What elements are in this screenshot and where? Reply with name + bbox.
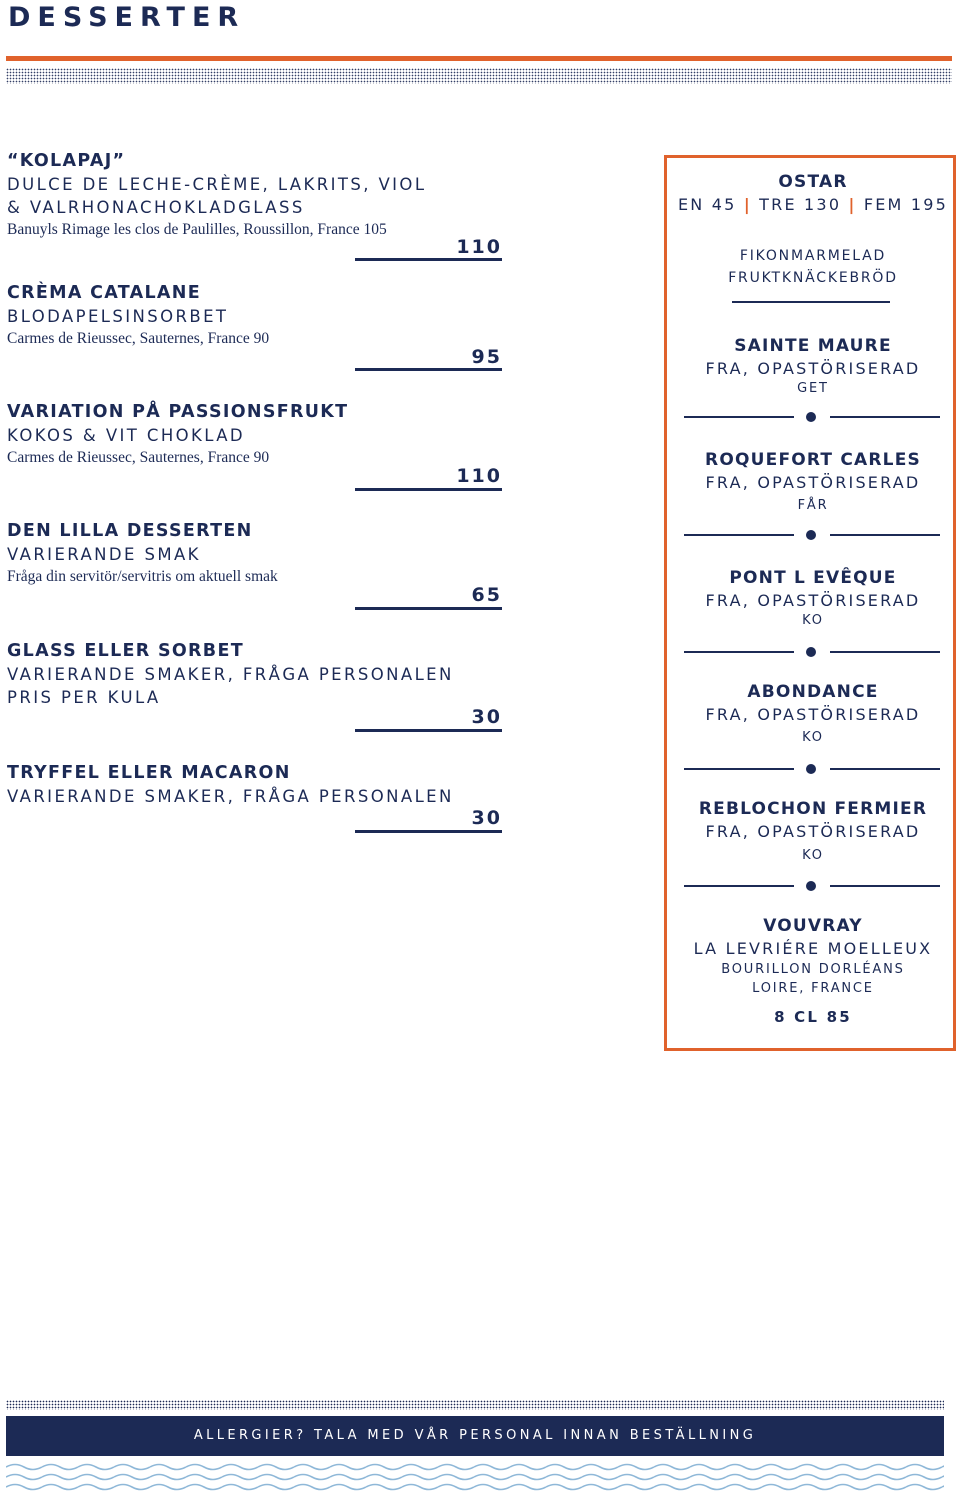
divider-line-right <box>830 416 940 418</box>
divider-line-left <box>684 534 794 536</box>
cheese-side-2: FRUKTKNÄCKEBRÖD <box>728 270 898 286</box>
dessert-note: Fråga din servitör/servitris om aktuell smak <box>7 568 278 585</box>
dessert-price: 110 <box>456 465 502 487</box>
divider-line-right <box>830 651 940 653</box>
price-underline <box>355 729 502 732</box>
dessert-description: BLODAPELSINSORBET <box>7 307 229 326</box>
divider-line-left <box>684 651 794 653</box>
divider-line-right <box>830 768 940 770</box>
price-underline <box>355 488 502 491</box>
pricing-five: FEM 195 <box>863 195 948 214</box>
dessert-item-den-lilla-desserten <box>7 520 502 612</box>
dessert-price: 30 <box>471 706 502 728</box>
divider-line-right <box>830 885 940 887</box>
cheese-milk: KO <box>802 613 824 628</box>
cheese-milk: FÅR <box>797 498 829 513</box>
page-title: DESSERTER <box>8 2 246 33</box>
pricing-three: TRE 130 <box>759 195 842 214</box>
dessert-wine-pairing: Banuyls Rimage les clos de Paulilles, Roussillon, France 105 <box>7 221 387 238</box>
cheese-origin: FRA, OPASTÖRISERAD <box>705 822 921 841</box>
price-underline <box>355 368 502 371</box>
divider-dot <box>806 647 816 657</box>
wine-price: 8 CL 85 <box>774 1008 852 1026</box>
divider-dot <box>806 764 816 774</box>
cheese-milk: KO <box>802 848 824 863</box>
wine-region: LOIRE, FRANCE <box>752 981 874 996</box>
dessert-description: VARIERANDE SMAKER, FRÅGA PERSONALEN <box>7 665 454 684</box>
cheese-milk: KO <box>802 730 824 745</box>
dessert-description: KOKOS & VIT CHOKLAD <box>7 426 246 445</box>
separator: | <box>743 195 752 214</box>
separator: | <box>848 195 857 214</box>
cheese-name: ROQUEFORT CARLES <box>705 450 921 470</box>
allergy-banner <box>6 1416 944 1456</box>
price-underline <box>355 258 502 261</box>
cheese-name: REBLOCHON FERMIER <box>698 799 928 819</box>
divider-dot <box>806 530 816 540</box>
dessert-item-kolapaj <box>7 150 502 262</box>
cheese-origin: FRA, OPASTÖRISERAD <box>705 591 921 610</box>
dessert-item-passionsfrukt <box>7 401 502 493</box>
header-orange-rule <box>6 56 952 61</box>
pricing-one: EN 45 <box>678 195 737 214</box>
divider-line <box>732 301 890 303</box>
dessert-description: VARIERANDE SMAKER, FRÅGA PERSONALEN <box>7 787 454 806</box>
cheese-origin: FRA, OPASTÖRISERAD <box>705 359 921 378</box>
wave-decoration <box>6 1462 944 1492</box>
dessert-name: DEN LILLA DESSERTEN <box>7 521 253 541</box>
dessert-description: VARIERANDE SMAK <box>7 545 201 564</box>
dessert-description: DULCE DE LECHE-CRÈME, LAKRITS, VIOL <box>7 175 427 194</box>
cheese-side-1: FIKONMARMELAD <box>739 248 887 264</box>
cheese-name: PONT L EVÊQUE <box>729 568 897 588</box>
dessert-item-crema-catalane <box>7 282 502 372</box>
dessert-price: 95 <box>471 346 502 368</box>
dessert-wine-pairing: Carmes de Rieussec, Sauternes, France 90 <box>7 330 270 347</box>
divider-line-left <box>684 768 794 770</box>
dessert-item-glass-eller-sorbet <box>7 640 502 734</box>
dessert-price: 65 <box>471 584 502 606</box>
dessert-price: 30 <box>471 807 502 829</box>
dessert-item-tryffel-eller-macaron <box>7 762 502 836</box>
wine-name: VOUVRAY <box>763 916 863 936</box>
header-dotted-rule <box>6 68 952 84</box>
dessert-price: 110 <box>456 236 502 258</box>
divider-dot <box>806 412 816 422</box>
cheese-title: OSTAR <box>778 172 848 192</box>
divider-line-right <box>830 534 940 536</box>
dessert-name: “KOLAPAJ” <box>7 151 126 171</box>
dessert-name: CRÈMA CATALANE <box>7 283 201 303</box>
price-underline <box>355 607 502 610</box>
divider-line-left <box>684 885 794 887</box>
wine-domain: BOURILLON DORLÉANS <box>721 962 905 977</box>
divider-dot <box>806 881 816 891</box>
dessert-description-2: PRIS PER KULA <box>7 688 161 707</box>
dessert-name: VARIATION PÅ PASSIONSFRUKT <box>7 402 349 422</box>
cheese-milk: GET <box>797 381 829 396</box>
cheese-pricing <box>667 195 959 214</box>
wine-producer: LA LEVRIÉRE MOELLEUX <box>693 939 933 958</box>
footer-dotted-rule <box>6 1400 944 1410</box>
dessert-name: TRYFFEL ELLER MACARON <box>7 763 291 783</box>
dessert-description-2: & VALRHONACHOKLADGLASS <box>7 198 305 217</box>
cheese-panel <box>664 155 956 1051</box>
price-underline <box>355 830 502 833</box>
dessert-wine-pairing: Carmes de Rieussec, Sauternes, France 90 <box>7 449 270 466</box>
cheese-origin: FRA, OPASTÖRISERAD <box>705 473 921 492</box>
cheese-origin: FRA, OPASTÖRISERAD <box>705 705 921 724</box>
dessert-name: GLASS ELLER SORBET <box>7 641 244 661</box>
allergy-notice: ALLERGIER? TALA MED VÅR PERSONAL INNAN BESTÄLLNING <box>193 1428 757 1443</box>
divider-line-left <box>684 416 794 418</box>
cheese-name: ABONDANCE <box>747 682 879 702</box>
cheese-name: SAINTE MAURE <box>734 336 892 356</box>
